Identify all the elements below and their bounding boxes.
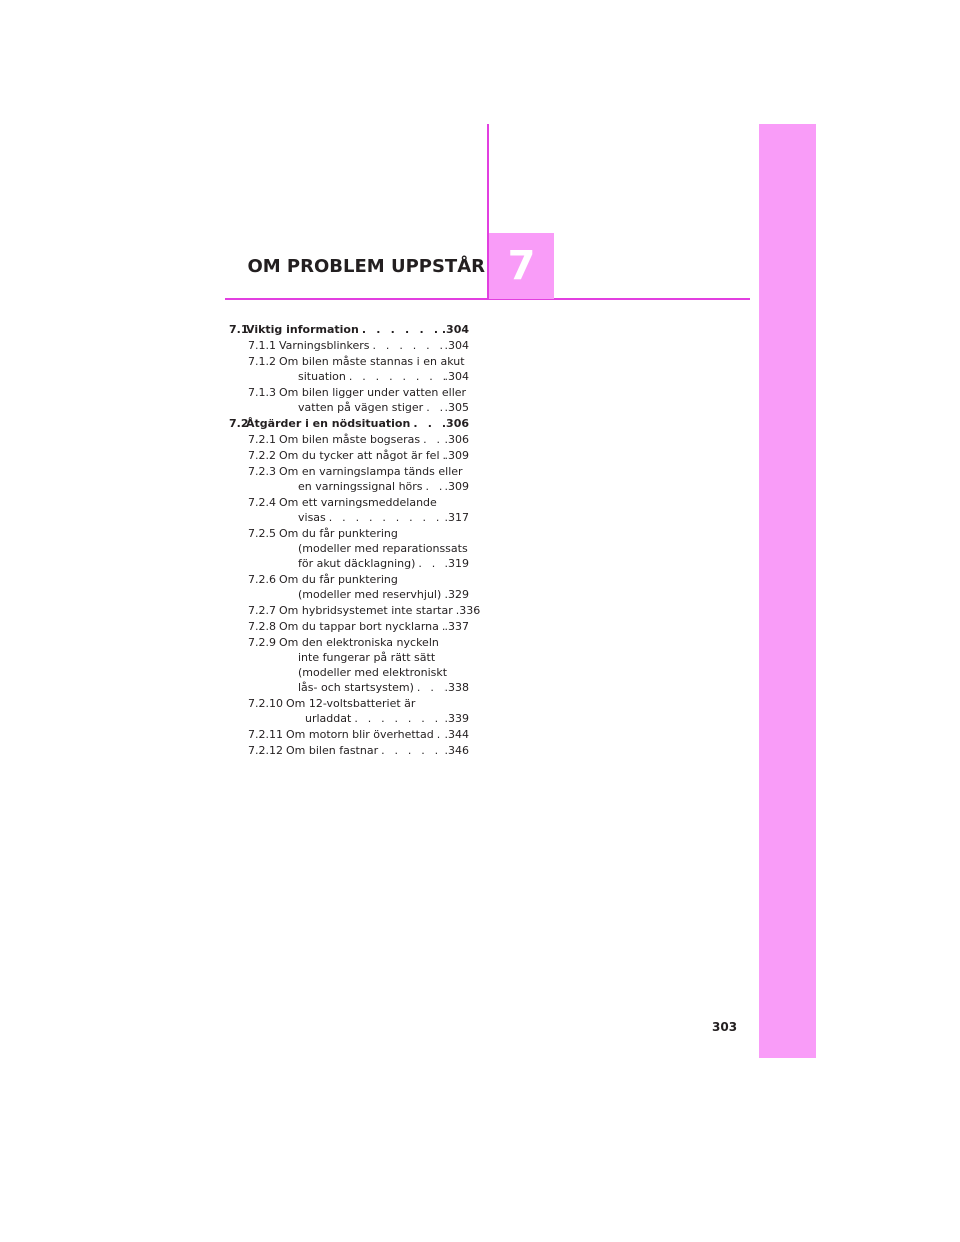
toc-line xyxy=(248,635,469,650)
toc-title: Om du tappar bort nycklarna xyxy=(279,620,439,633)
toc-page-number: .304 xyxy=(444,339,469,352)
toc-title: en varningssignal hörs xyxy=(298,480,423,493)
toc-entry[interactable] xyxy=(229,322,469,337)
toc-line xyxy=(229,322,469,337)
toc-title: Om du tycker att något är fel xyxy=(279,449,440,462)
toc-line xyxy=(248,432,469,447)
toc-dot-leader xyxy=(362,322,442,337)
toc-title: lås- och startsystem) xyxy=(298,681,414,694)
toc-entry[interactable] xyxy=(229,385,469,415)
toc-section-number: 7.2.12 xyxy=(248,744,283,757)
toc-title: vatten på vägen stiger xyxy=(298,401,424,414)
toc-line xyxy=(248,587,469,602)
toc-dot-leader xyxy=(437,727,445,742)
toc-dot-leader xyxy=(381,743,444,758)
toc-section-number: 7.2.9 xyxy=(248,636,276,649)
toc-line xyxy=(248,526,469,541)
toc-page-number: .346 xyxy=(444,744,469,757)
toc-section-number: 7.1.1 xyxy=(248,339,276,352)
toc-entry[interactable] xyxy=(229,432,469,447)
toc-line xyxy=(248,711,469,726)
toc-title: för akut däcklagning) xyxy=(298,557,416,570)
toc-title: Om bilen måste stannas i en akut xyxy=(279,355,465,368)
toc-dot-leader xyxy=(426,400,444,415)
toc-entry[interactable] xyxy=(229,338,469,353)
toc-page-number: .317 xyxy=(444,511,469,524)
toc-section-number: 7.1.3 xyxy=(248,386,276,399)
toc-line xyxy=(229,416,469,431)
toc-title: Om bilen måste bogseras xyxy=(279,433,421,446)
toc-entry[interactable] xyxy=(229,448,469,463)
toc-entry[interactable] xyxy=(229,743,469,758)
toc-line xyxy=(248,338,469,353)
toc-entry[interactable] xyxy=(229,354,469,384)
toc-section-number: 7.2.4 xyxy=(248,496,276,509)
toc-page-number: .304 xyxy=(444,370,469,383)
toc-page-number: .309 xyxy=(444,480,469,493)
toc-page-number: .329 xyxy=(444,588,469,601)
toc-title: Om bilen ligger under vatten eller xyxy=(279,386,467,399)
toc-title: inte fungerar på rätt sätt xyxy=(298,651,436,664)
toc-section-number: 7.2.5 xyxy=(248,527,276,540)
toc-page-number: .306 xyxy=(441,417,469,430)
toc-title: Om hybridsystemet inte startar xyxy=(279,604,453,617)
toc-section-number: 7.2.3 xyxy=(248,465,276,478)
toc-line xyxy=(248,385,469,400)
toc-line xyxy=(248,369,469,384)
toc-line xyxy=(248,541,469,556)
toc-title: Åtgärder i en nödsituation xyxy=(246,417,411,430)
toc-section-number: 7.2.11 xyxy=(248,728,283,741)
toc-dot-leader xyxy=(413,416,442,431)
toc-line xyxy=(248,650,469,665)
toc-title: Om du får punktering xyxy=(279,573,398,586)
toc-line xyxy=(248,680,469,695)
header-horizontal-rule xyxy=(225,298,750,300)
toc-title: urladdat xyxy=(305,712,352,725)
toc-section-number: 7.2.1 xyxy=(248,433,276,446)
toc-title: Om motorn blir överhettad xyxy=(286,728,434,741)
toc-page-number: .319 xyxy=(444,557,469,570)
toc-page-number: .306 xyxy=(444,433,469,446)
toc-section-number: 7.1 xyxy=(229,323,249,336)
toc-title: Om den elektroniska nyckeln xyxy=(279,636,439,649)
chapter-side-tab xyxy=(759,124,816,1058)
toc-line xyxy=(248,619,469,634)
toc-section-number: 7.1.2 xyxy=(248,355,276,368)
toc-line xyxy=(248,400,469,415)
toc-title: (modeller med reparationssats xyxy=(298,542,468,555)
toc-line xyxy=(248,665,469,680)
toc-dot-leader xyxy=(354,711,444,726)
chapter-number-box xyxy=(489,233,554,299)
toc-line xyxy=(248,556,469,571)
toc-section-number: 7.2.7 xyxy=(248,604,276,617)
toc-entry[interactable] xyxy=(229,572,469,602)
toc-entry[interactable] xyxy=(229,526,469,571)
toc-title: Om 12-voltsbatteriet är xyxy=(286,697,416,710)
toc-entry[interactable] xyxy=(229,495,469,525)
toc-dot-leader xyxy=(349,369,445,384)
toc-section-number: 7.2.8 xyxy=(248,620,276,633)
toc-page-number: .309 xyxy=(444,449,469,462)
toc-entry[interactable] xyxy=(229,603,481,618)
toc-dot-leader xyxy=(373,338,445,353)
toc-entry[interactable] xyxy=(229,416,469,431)
chapter-number: 7 xyxy=(507,243,536,289)
toc-title: Varningsblinkers xyxy=(279,339,370,352)
toc-entry[interactable] xyxy=(229,619,469,634)
toc-title: visas xyxy=(298,511,326,524)
toc-line xyxy=(248,743,469,758)
toc-title: Viktig information xyxy=(246,323,359,336)
chapter-title: OM PROBLEM UPPSTÅR xyxy=(247,256,485,277)
toc-page-number: .339 xyxy=(444,712,469,725)
toc-dot-leader xyxy=(329,510,445,525)
toc-line xyxy=(248,603,481,618)
toc-dot-leader xyxy=(426,479,445,494)
toc-line xyxy=(248,479,469,494)
toc-page-number: .336 xyxy=(455,604,481,617)
toc-dot-leader xyxy=(417,680,445,695)
toc-title: (modeller med elektroniskt xyxy=(298,666,448,679)
toc-section-number: 7.2.10 xyxy=(248,697,283,710)
page-number: 303 xyxy=(712,1020,738,1034)
toc-section-number: 7.2.2 xyxy=(248,449,276,462)
toc-dot-leader xyxy=(418,556,444,571)
toc-entry[interactable] xyxy=(229,635,469,695)
toc-title: Om bilen fastnar xyxy=(286,744,379,757)
toc-line xyxy=(248,727,469,742)
toc-entry[interactable] xyxy=(229,727,469,742)
toc-line xyxy=(248,696,469,711)
toc-section-number: 7.2.6 xyxy=(248,573,276,586)
toc-title: (modeller med reservhjul) xyxy=(298,588,442,601)
toc-line xyxy=(248,495,469,510)
toc-title: situation xyxy=(298,370,346,383)
toc-title: Om en varningslampa tänds eller xyxy=(279,465,463,478)
toc-line xyxy=(248,572,469,587)
table-of-contents xyxy=(229,322,481,759)
toc-line xyxy=(248,448,469,463)
toc-line xyxy=(248,510,469,525)
toc-title: Om du får punktering xyxy=(279,527,398,540)
toc-page-number: .304 xyxy=(441,323,469,336)
toc-page-number: .337 xyxy=(444,620,469,633)
toc-line xyxy=(248,464,469,479)
toc-line xyxy=(248,354,469,369)
toc-entry[interactable] xyxy=(229,464,469,494)
toc-section-number: 7.2 xyxy=(229,417,249,430)
toc-entry[interactable] xyxy=(229,696,469,726)
toc-dot-leader xyxy=(423,432,444,447)
toc-page-number: .338 xyxy=(444,681,469,694)
toc-page-number: .344 xyxy=(444,728,469,741)
toc-title: Om ett varningsmeddelande xyxy=(279,496,437,509)
toc-page-number: .305 xyxy=(444,401,469,414)
